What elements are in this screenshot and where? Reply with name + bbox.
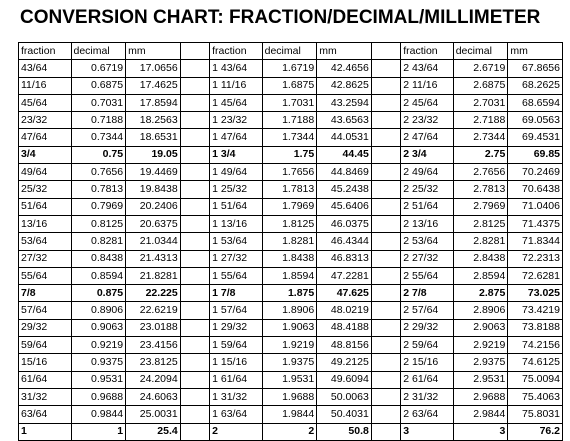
- decimal-cell: 2: [262, 423, 317, 440]
- table-row: [19, 423, 563, 440]
- decimal-cell: 2.6719: [453, 60, 508, 77]
- column-gap: [371, 94, 400, 111]
- column-gap: [371, 146, 400, 163]
- fraction-cell: 1 63/64: [210, 406, 263, 423]
- fraction-cell: 27/32: [19, 250, 72, 267]
- fraction-cell: 15/16: [19, 354, 72, 371]
- fraction-cell: 1 57/64: [210, 302, 263, 319]
- decimal-cell: 2.9063: [453, 319, 508, 336]
- decimal-cell: 1.9531: [262, 371, 317, 388]
- decimal-cell: 1.7813: [262, 181, 317, 198]
- header-mm: mm: [126, 43, 181, 60]
- mm-cell: 18.6531: [126, 129, 181, 146]
- fraction-cell: 2 55/64: [401, 267, 454, 284]
- fraction-cell: 55/64: [19, 267, 72, 284]
- column-gap: [371, 406, 400, 423]
- column-gap: [180, 406, 209, 423]
- header-fraction: fraction: [401, 43, 454, 60]
- fraction-cell: 59/64: [19, 337, 72, 354]
- mm-cell: 21.8281: [126, 267, 181, 284]
- column-gap: [371, 337, 400, 354]
- fraction-cell: 2 3/4: [401, 146, 454, 163]
- decimal-cell: 1.8281: [262, 233, 317, 250]
- column-gap: [371, 77, 400, 94]
- mm-cell: 44.8469: [317, 164, 372, 181]
- mm-cell: 22.6219: [126, 302, 181, 319]
- fraction-cell: 43/64: [19, 60, 72, 77]
- decimal-cell: 1.9063: [262, 319, 317, 336]
- mm-cell: 50.0063: [317, 388, 372, 405]
- fraction-cell: 13/16: [19, 215, 72, 232]
- column-gap: [371, 129, 400, 146]
- fraction-cell: 1 49/64: [210, 164, 263, 181]
- table-row: [19, 406, 563, 423]
- fraction-cell: 1 55/64: [210, 267, 263, 284]
- column-gap: [371, 112, 400, 129]
- fraction-cell: 1 43/64: [210, 60, 263, 77]
- column-gap: [180, 215, 209, 232]
- mm-cell: 49.6094: [317, 371, 372, 388]
- mm-cell: 46.8313: [317, 250, 372, 267]
- fraction-cell: 57/64: [19, 302, 72, 319]
- mm-cell: 21.0344: [126, 233, 181, 250]
- fraction-cell: 2 57/64: [401, 302, 454, 319]
- decimal-cell: 1.7188: [262, 112, 317, 129]
- header-fraction: fraction: [210, 43, 263, 60]
- fraction-cell: 1 23/32: [210, 112, 263, 129]
- decimal-cell: 0.7813: [71, 181, 126, 198]
- mm-cell: 73.025: [508, 285, 563, 302]
- fraction-cell: 29/32: [19, 319, 72, 336]
- table-row: [19, 337, 563, 354]
- decimal-cell: 2.9219: [453, 337, 508, 354]
- mm-cell: 47.625: [317, 285, 372, 302]
- mm-cell: 42.8625: [317, 77, 372, 94]
- column-gap: [371, 233, 400, 250]
- column-gap: [180, 198, 209, 215]
- mm-cell: 72.2313: [508, 250, 563, 267]
- column-gap: [371, 181, 400, 198]
- fraction-cell: 1: [19, 423, 72, 440]
- mm-cell: 21.4313: [126, 250, 181, 267]
- fraction-cell: 1 47/64: [210, 129, 263, 146]
- table-row: [19, 302, 563, 319]
- table-row: [19, 164, 563, 181]
- fraction-cell: 1 13/16: [210, 215, 263, 232]
- decimal-cell: 2.7969: [453, 198, 508, 215]
- fraction-cell: 2 63/64: [401, 406, 454, 423]
- decimal-cell: 2.7344: [453, 129, 508, 146]
- mm-cell: 19.4469: [126, 164, 181, 181]
- table-row: [19, 112, 563, 129]
- mm-cell: 23.8125: [126, 354, 181, 371]
- header-mm: mm: [508, 43, 563, 60]
- fraction-cell: 2 13/16: [401, 215, 454, 232]
- table-row: [19, 60, 563, 77]
- column-gap: [371, 250, 400, 267]
- column-gap: [180, 267, 209, 284]
- column-gap: [371, 302, 400, 319]
- mm-cell: 69.0563: [508, 112, 563, 129]
- table-row: [19, 285, 563, 302]
- fraction-cell: 2 49/64: [401, 164, 454, 181]
- column-gap: [371, 354, 400, 371]
- mm-cell: 71.8344: [508, 233, 563, 250]
- column-gap: [180, 302, 209, 319]
- mm-cell: 75.0094: [508, 371, 563, 388]
- fraction-cell: 2 31/32: [401, 388, 454, 405]
- column-gap: [371, 423, 400, 440]
- column-gap: [180, 181, 209, 198]
- fraction-cell: 2 27/32: [401, 250, 454, 267]
- fraction-cell: 1 61/64: [210, 371, 263, 388]
- decimal-cell: 2.8281: [453, 233, 508, 250]
- decimal-cell: 1: [71, 423, 126, 440]
- fraction-cell: 1 53/64: [210, 233, 263, 250]
- column-gap: [180, 43, 209, 60]
- fraction-cell: 49/64: [19, 164, 72, 181]
- mm-cell: 71.4375: [508, 215, 563, 232]
- column-gap: [180, 60, 209, 77]
- table-row: [19, 94, 563, 111]
- fraction-cell: 1 15/16: [210, 354, 263, 371]
- mm-cell: 76.2: [508, 423, 563, 440]
- column-gap: [180, 146, 209, 163]
- table-body: [19, 60, 563, 441]
- decimal-cell: 1.9688: [262, 388, 317, 405]
- mm-cell: 43.6563: [317, 112, 372, 129]
- decimal-cell: 0.7969: [71, 198, 126, 215]
- mm-cell: 42.4656: [317, 60, 372, 77]
- decimal-cell: 1.8594: [262, 267, 317, 284]
- mm-cell: 43.2594: [317, 94, 372, 111]
- column-gap: [371, 198, 400, 215]
- column-gap: [180, 354, 209, 371]
- decimal-cell: 2.9844: [453, 406, 508, 423]
- column-gap: [180, 112, 209, 129]
- fraction-cell: 1 59/64: [210, 337, 263, 354]
- fraction-cell: 11/16: [19, 77, 72, 94]
- fraction-cell: 2 59/64: [401, 337, 454, 354]
- mm-cell: 20.2406: [126, 198, 181, 215]
- fraction-cell: 31/32: [19, 388, 72, 405]
- column-gap: [180, 233, 209, 250]
- table-row: [19, 198, 563, 215]
- mm-cell: 47.2281: [317, 267, 372, 284]
- table-row: [19, 129, 563, 146]
- mm-cell: 73.8188: [508, 319, 563, 336]
- mm-cell: 46.0375: [317, 215, 372, 232]
- table-row: [19, 77, 563, 94]
- decimal-cell: 0.7188: [71, 112, 126, 129]
- column-gap: [180, 388, 209, 405]
- fraction-cell: 1 7/8: [210, 285, 263, 302]
- fraction-cell: 2 47/64: [401, 129, 454, 146]
- mm-cell: 48.8156: [317, 337, 372, 354]
- mm-cell: 17.4625: [126, 77, 181, 94]
- decimal-cell: 2.9531: [453, 371, 508, 388]
- decimal-cell: 0.7031: [71, 94, 126, 111]
- mm-cell: 68.6594: [508, 94, 563, 111]
- fraction-cell: 2 53/64: [401, 233, 454, 250]
- fraction-cell: 23/32: [19, 112, 72, 129]
- mm-cell: 75.4063: [508, 388, 563, 405]
- mm-cell: 50.4031: [317, 406, 372, 423]
- fraction-cell: 3: [401, 423, 454, 440]
- column-gap: [371, 319, 400, 336]
- fraction-cell: 51/64: [19, 198, 72, 215]
- decimal-cell: 3: [453, 423, 508, 440]
- fraction-cell: 25/32: [19, 181, 72, 198]
- column-gap: [371, 388, 400, 405]
- table-row: [19, 388, 563, 405]
- decimal-cell: 2.7813: [453, 181, 508, 198]
- decimal-cell: 2.8906: [453, 302, 508, 319]
- decimal-cell: 0.6719: [71, 60, 126, 77]
- decimal-cell: 1.9375: [262, 354, 317, 371]
- mm-cell: 68.2625: [508, 77, 563, 94]
- mm-cell: 19.8438: [126, 181, 181, 198]
- mm-cell: 75.8031: [508, 406, 563, 423]
- mm-cell: 74.2156: [508, 337, 563, 354]
- decimal-cell: 2.8125: [453, 215, 508, 232]
- mm-cell: 44.45: [317, 146, 372, 163]
- mm-cell: 48.4188: [317, 319, 372, 336]
- decimal-cell: 0.9375: [71, 354, 126, 371]
- mm-cell: 17.8594: [126, 94, 181, 111]
- decimal-cell: 1.6719: [262, 60, 317, 77]
- table-row: [19, 250, 563, 267]
- column-gap: [371, 60, 400, 77]
- decimal-cell: 2.75: [453, 146, 508, 163]
- column-gap: [180, 129, 209, 146]
- conversion-table: [18, 42, 563, 441]
- table-row: [19, 233, 563, 250]
- fraction-cell: 2 61/64: [401, 371, 454, 388]
- table-row: [19, 354, 563, 371]
- decimal-cell: 1.9219: [262, 337, 317, 354]
- table-row: [19, 146, 563, 163]
- table-row: [19, 371, 563, 388]
- column-gap: [180, 164, 209, 181]
- header-mm: mm: [317, 43, 372, 60]
- table-row: [19, 267, 563, 284]
- mm-cell: 45.6406: [317, 198, 372, 215]
- decimal-cell: 0.9063: [71, 319, 126, 336]
- column-gap: [371, 267, 400, 284]
- header-row: [19, 43, 563, 60]
- mm-cell: 71.0406: [508, 198, 563, 215]
- decimal-cell: 2.8438: [453, 250, 508, 267]
- fraction-cell: 1 45/64: [210, 94, 263, 111]
- mm-cell: 50.8: [317, 423, 372, 440]
- decimal-cell: 1.75: [262, 146, 317, 163]
- mm-cell: 73.4219: [508, 302, 563, 319]
- fraction-cell: 45/64: [19, 94, 72, 111]
- fraction-cell: 2 25/32: [401, 181, 454, 198]
- mm-cell: 45.2438: [317, 181, 372, 198]
- mm-cell: 70.6438: [508, 181, 563, 198]
- mm-cell: 69.4531: [508, 129, 563, 146]
- column-gap: [371, 285, 400, 302]
- decimal-cell: 0.8594: [71, 267, 126, 284]
- decimal-cell: 1.8906: [262, 302, 317, 319]
- column-gap: [371, 215, 400, 232]
- decimal-cell: 2.7188: [453, 112, 508, 129]
- mm-cell: 18.2563: [126, 112, 181, 129]
- fraction-cell: 2 7/8: [401, 285, 454, 302]
- fraction-cell: 47/64: [19, 129, 72, 146]
- decimal-cell: 0.8281: [71, 233, 126, 250]
- fraction-cell: 2 11/16: [401, 77, 454, 94]
- fraction-cell: 53/64: [19, 233, 72, 250]
- fraction-cell: 1 29/32: [210, 319, 263, 336]
- mm-cell: 48.0219: [317, 302, 372, 319]
- decimal-cell: 2.7031: [453, 94, 508, 111]
- decimal-cell: 2.9375: [453, 354, 508, 371]
- mm-cell: 19.05: [126, 146, 181, 163]
- decimal-cell: 2.875: [453, 285, 508, 302]
- fraction-cell: 2 23/32: [401, 112, 454, 129]
- mm-cell: 20.6375: [126, 215, 181, 232]
- mm-cell: 49.2125: [317, 354, 372, 371]
- mm-cell: 44.0531: [317, 129, 372, 146]
- decimal-cell: 0.9219: [71, 337, 126, 354]
- decimal-cell: 1.7656: [262, 164, 317, 181]
- column-gap: [371, 164, 400, 181]
- table-row: [19, 181, 563, 198]
- fraction-cell: 2 51/64: [401, 198, 454, 215]
- column-gap: [180, 423, 209, 440]
- fraction-cell: 1 11/16: [210, 77, 263, 94]
- mm-cell: 23.0188: [126, 319, 181, 336]
- fraction-cell: 2: [210, 423, 263, 440]
- decimal-cell: 1.9844: [262, 406, 317, 423]
- column-gap: [371, 43, 400, 60]
- fraction-cell: 1 25/32: [210, 181, 263, 198]
- decimal-cell: 1.6875: [262, 77, 317, 94]
- decimal-cell: 2.7656: [453, 164, 508, 181]
- mm-cell: 24.2094: [126, 371, 181, 388]
- mm-cell: 25.4: [126, 423, 181, 440]
- decimal-cell: 2.8594: [453, 267, 508, 284]
- header-decimal: decimal: [453, 43, 508, 60]
- fraction-cell: 2 45/64: [401, 94, 454, 111]
- column-gap: [180, 77, 209, 94]
- column-gap: [371, 371, 400, 388]
- decimal-cell: 2.6875: [453, 77, 508, 94]
- fraction-cell: 1 31/32: [210, 388, 263, 405]
- decimal-cell: 2.9688: [453, 388, 508, 405]
- decimal-cell: 1.7969: [262, 198, 317, 215]
- decimal-cell: 0.9531: [71, 371, 126, 388]
- header-fraction: fraction: [19, 43, 72, 60]
- decimal-cell: 0.875: [71, 285, 126, 302]
- fraction-cell: 2 15/16: [401, 354, 454, 371]
- table-row: [19, 319, 563, 336]
- decimal-cell: 0.7344: [71, 129, 126, 146]
- fraction-cell: 61/64: [19, 371, 72, 388]
- decimal-cell: 0.9688: [71, 388, 126, 405]
- fraction-cell: 7/8: [19, 285, 72, 302]
- decimal-cell: 0.8438: [71, 250, 126, 267]
- decimal-cell: 1.8438: [262, 250, 317, 267]
- mm-cell: 69.85: [508, 146, 563, 163]
- fraction-cell: 1 3/4: [210, 146, 263, 163]
- fraction-cell: 1 27/32: [210, 250, 263, 267]
- mm-cell: 22.225: [126, 285, 181, 302]
- mm-cell: 46.4344: [317, 233, 372, 250]
- page-title: CONVERSION CHART: FRACTION/DECIMAL/MILLIMETER: [20, 7, 541, 28]
- mm-cell: 74.6125: [508, 354, 563, 371]
- fraction-cell: 2 43/64: [401, 60, 454, 77]
- decimal-cell: 1.8125: [262, 215, 317, 232]
- decimal-cell: 0.75: [71, 146, 126, 163]
- decimal-cell: 0.8906: [71, 302, 126, 319]
- fraction-cell: 1 51/64: [210, 198, 263, 215]
- mm-cell: 72.6281: [508, 267, 563, 284]
- decimal-cell: 1.875: [262, 285, 317, 302]
- column-gap: [180, 371, 209, 388]
- column-gap: [180, 337, 209, 354]
- table-row: [19, 215, 563, 232]
- fraction-cell: 3/4: [19, 146, 72, 163]
- decimal-cell: 1.7031: [262, 94, 317, 111]
- decimal-cell: 0.6875: [71, 77, 126, 94]
- mm-cell: 70.2469: [508, 164, 563, 181]
- column-gap: [180, 250, 209, 267]
- fraction-cell: 2 29/32: [401, 319, 454, 336]
- decimal-cell: 0.8125: [71, 215, 126, 232]
- column-gap: [180, 285, 209, 302]
- decimal-cell: 0.9844: [71, 406, 126, 423]
- mm-cell: 67.8656: [508, 60, 563, 77]
- decimal-cell: 1.7344: [262, 129, 317, 146]
- fraction-cell: 63/64: [19, 406, 72, 423]
- header-decimal: decimal: [262, 43, 317, 60]
- mm-cell: 17.0656: [126, 60, 181, 77]
- decimal-cell: 0.7656: [71, 164, 126, 181]
- mm-cell: 25.0031: [126, 406, 181, 423]
- header-decimal: decimal: [71, 43, 126, 60]
- mm-cell: 24.6063: [126, 388, 181, 405]
- column-gap: [180, 94, 209, 111]
- mm-cell: 23.4156: [126, 337, 181, 354]
- column-gap: [180, 319, 209, 336]
